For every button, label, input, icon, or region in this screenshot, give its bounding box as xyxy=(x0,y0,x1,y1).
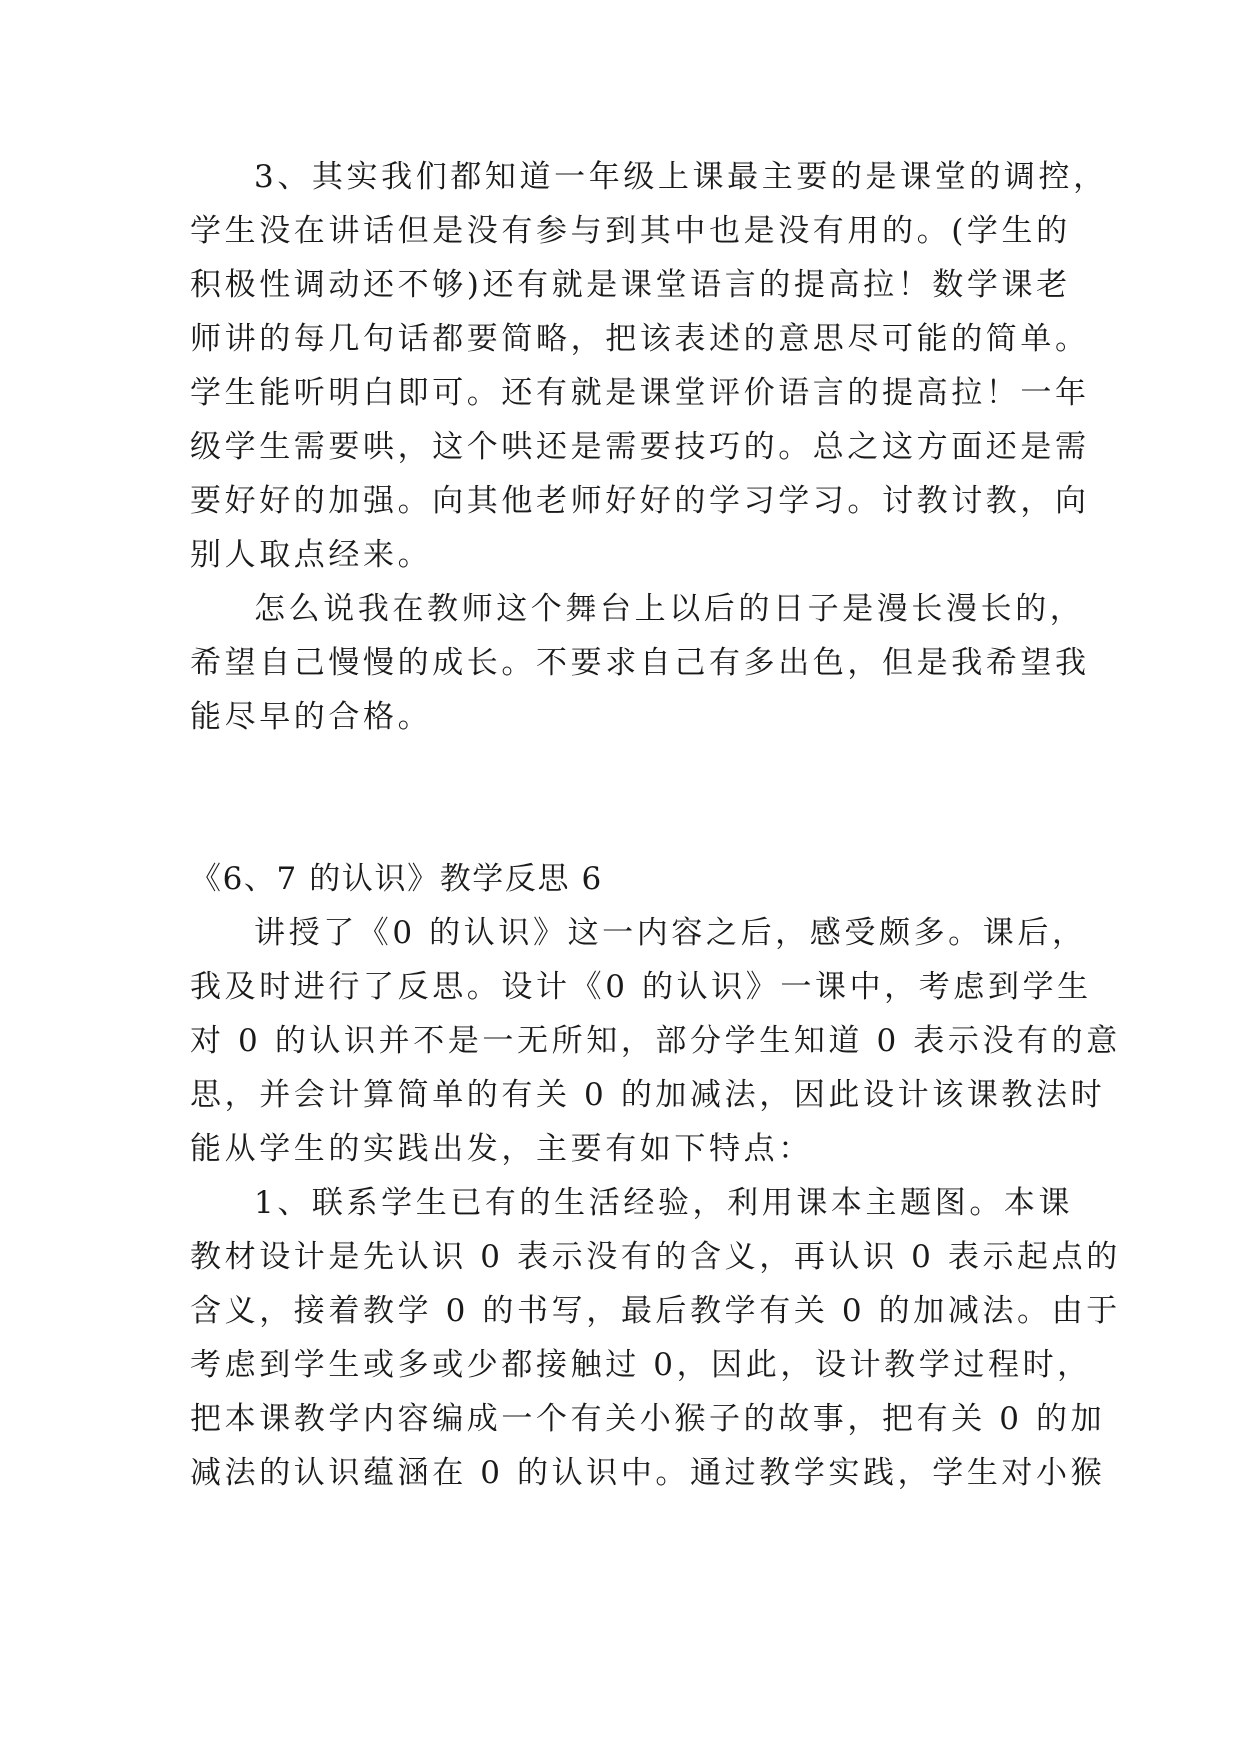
text-line: 教材设计是先认识 0 表示没有的含义，再认识 0 表示起点的 xyxy=(190,1239,1121,1275)
text-line: 要好好的加强。向其他老师好好的学习学习。讨教讨教，向 xyxy=(190,483,1090,519)
text-line: 学生能听明白即可。还有就是课堂评价语言的提高拉！一年 xyxy=(190,375,1090,411)
paragraph xyxy=(190,1176,1121,1500)
text-line: 考虑到学生或多或少都接触过 0，因此，设计教学过程时， xyxy=(190,1347,1092,1383)
text-line: 希望自己慢慢的成长。不要求自己有多出色，但是我希望我 xyxy=(190,645,1090,681)
text-line: 对 0 的认识并不是一无所知，部分学生知道 0 表示没有的意 xyxy=(190,1023,1121,1059)
text-line: 学生没在讲话但是没有参与到其中也是没有用的。(学生的 xyxy=(190,213,1071,249)
text-line: 我及时进行了反思。设计《0 的认识》一课中，考虑到学生 xyxy=(190,969,1092,1005)
text-line: 讲授了《0 的认识》这一内容之后，感受颇多。课后， xyxy=(254,915,1087,951)
text-line: 含义，接着教学 0 的书写，最后教学有关 0 的加减法。由于 xyxy=(190,1293,1121,1329)
text-line: 1、联系学生已有的生活经验，利用课本主题图。本课 xyxy=(254,1185,1074,1221)
text-line: 能尽早的合格。 xyxy=(190,699,433,735)
text-line: 3、其实我们都知道一年级上课最主要的是课堂的调控， xyxy=(254,159,1108,195)
document-body xyxy=(190,150,1121,1500)
text-line: 级学生需要哄，这个哄还是需要技巧的。总之这方面还是需 xyxy=(190,429,1090,465)
paragraph xyxy=(190,582,1090,744)
text-line: 思，并会计算简单的有关 0 的加减法，因此设计该课教法时 xyxy=(190,1077,1106,1113)
paragraph xyxy=(190,906,1121,1176)
text-line: 把本课教学内容编成一个有关小猴子的故事，把有关 0 的加 xyxy=(190,1401,1106,1437)
text-line: 能从学生的实践出发，主要有如下特点： xyxy=(190,1131,813,1167)
text-line: 师讲的每几句话都要简略，把该表述的意思尽可能的简单。 xyxy=(190,321,1090,357)
text-line: 积极性调动还不够)还有就是课堂语言的提高拉！数学课老 xyxy=(190,267,1071,303)
section-spacer xyxy=(190,744,1050,852)
text-line: 减法的认识蕴涵在 0 的认识中。通过教学实践，学生对小猴 xyxy=(190,1455,1106,1491)
text-line: 怎么说我在教师这个舞台上以后的日子是漫长漫长的， xyxy=(254,591,1085,627)
paragraph xyxy=(190,150,1108,582)
text-line: 别人取点经来。 xyxy=(190,537,433,573)
section-title: 《6、7 的认识》教学反思 6 xyxy=(190,861,603,897)
